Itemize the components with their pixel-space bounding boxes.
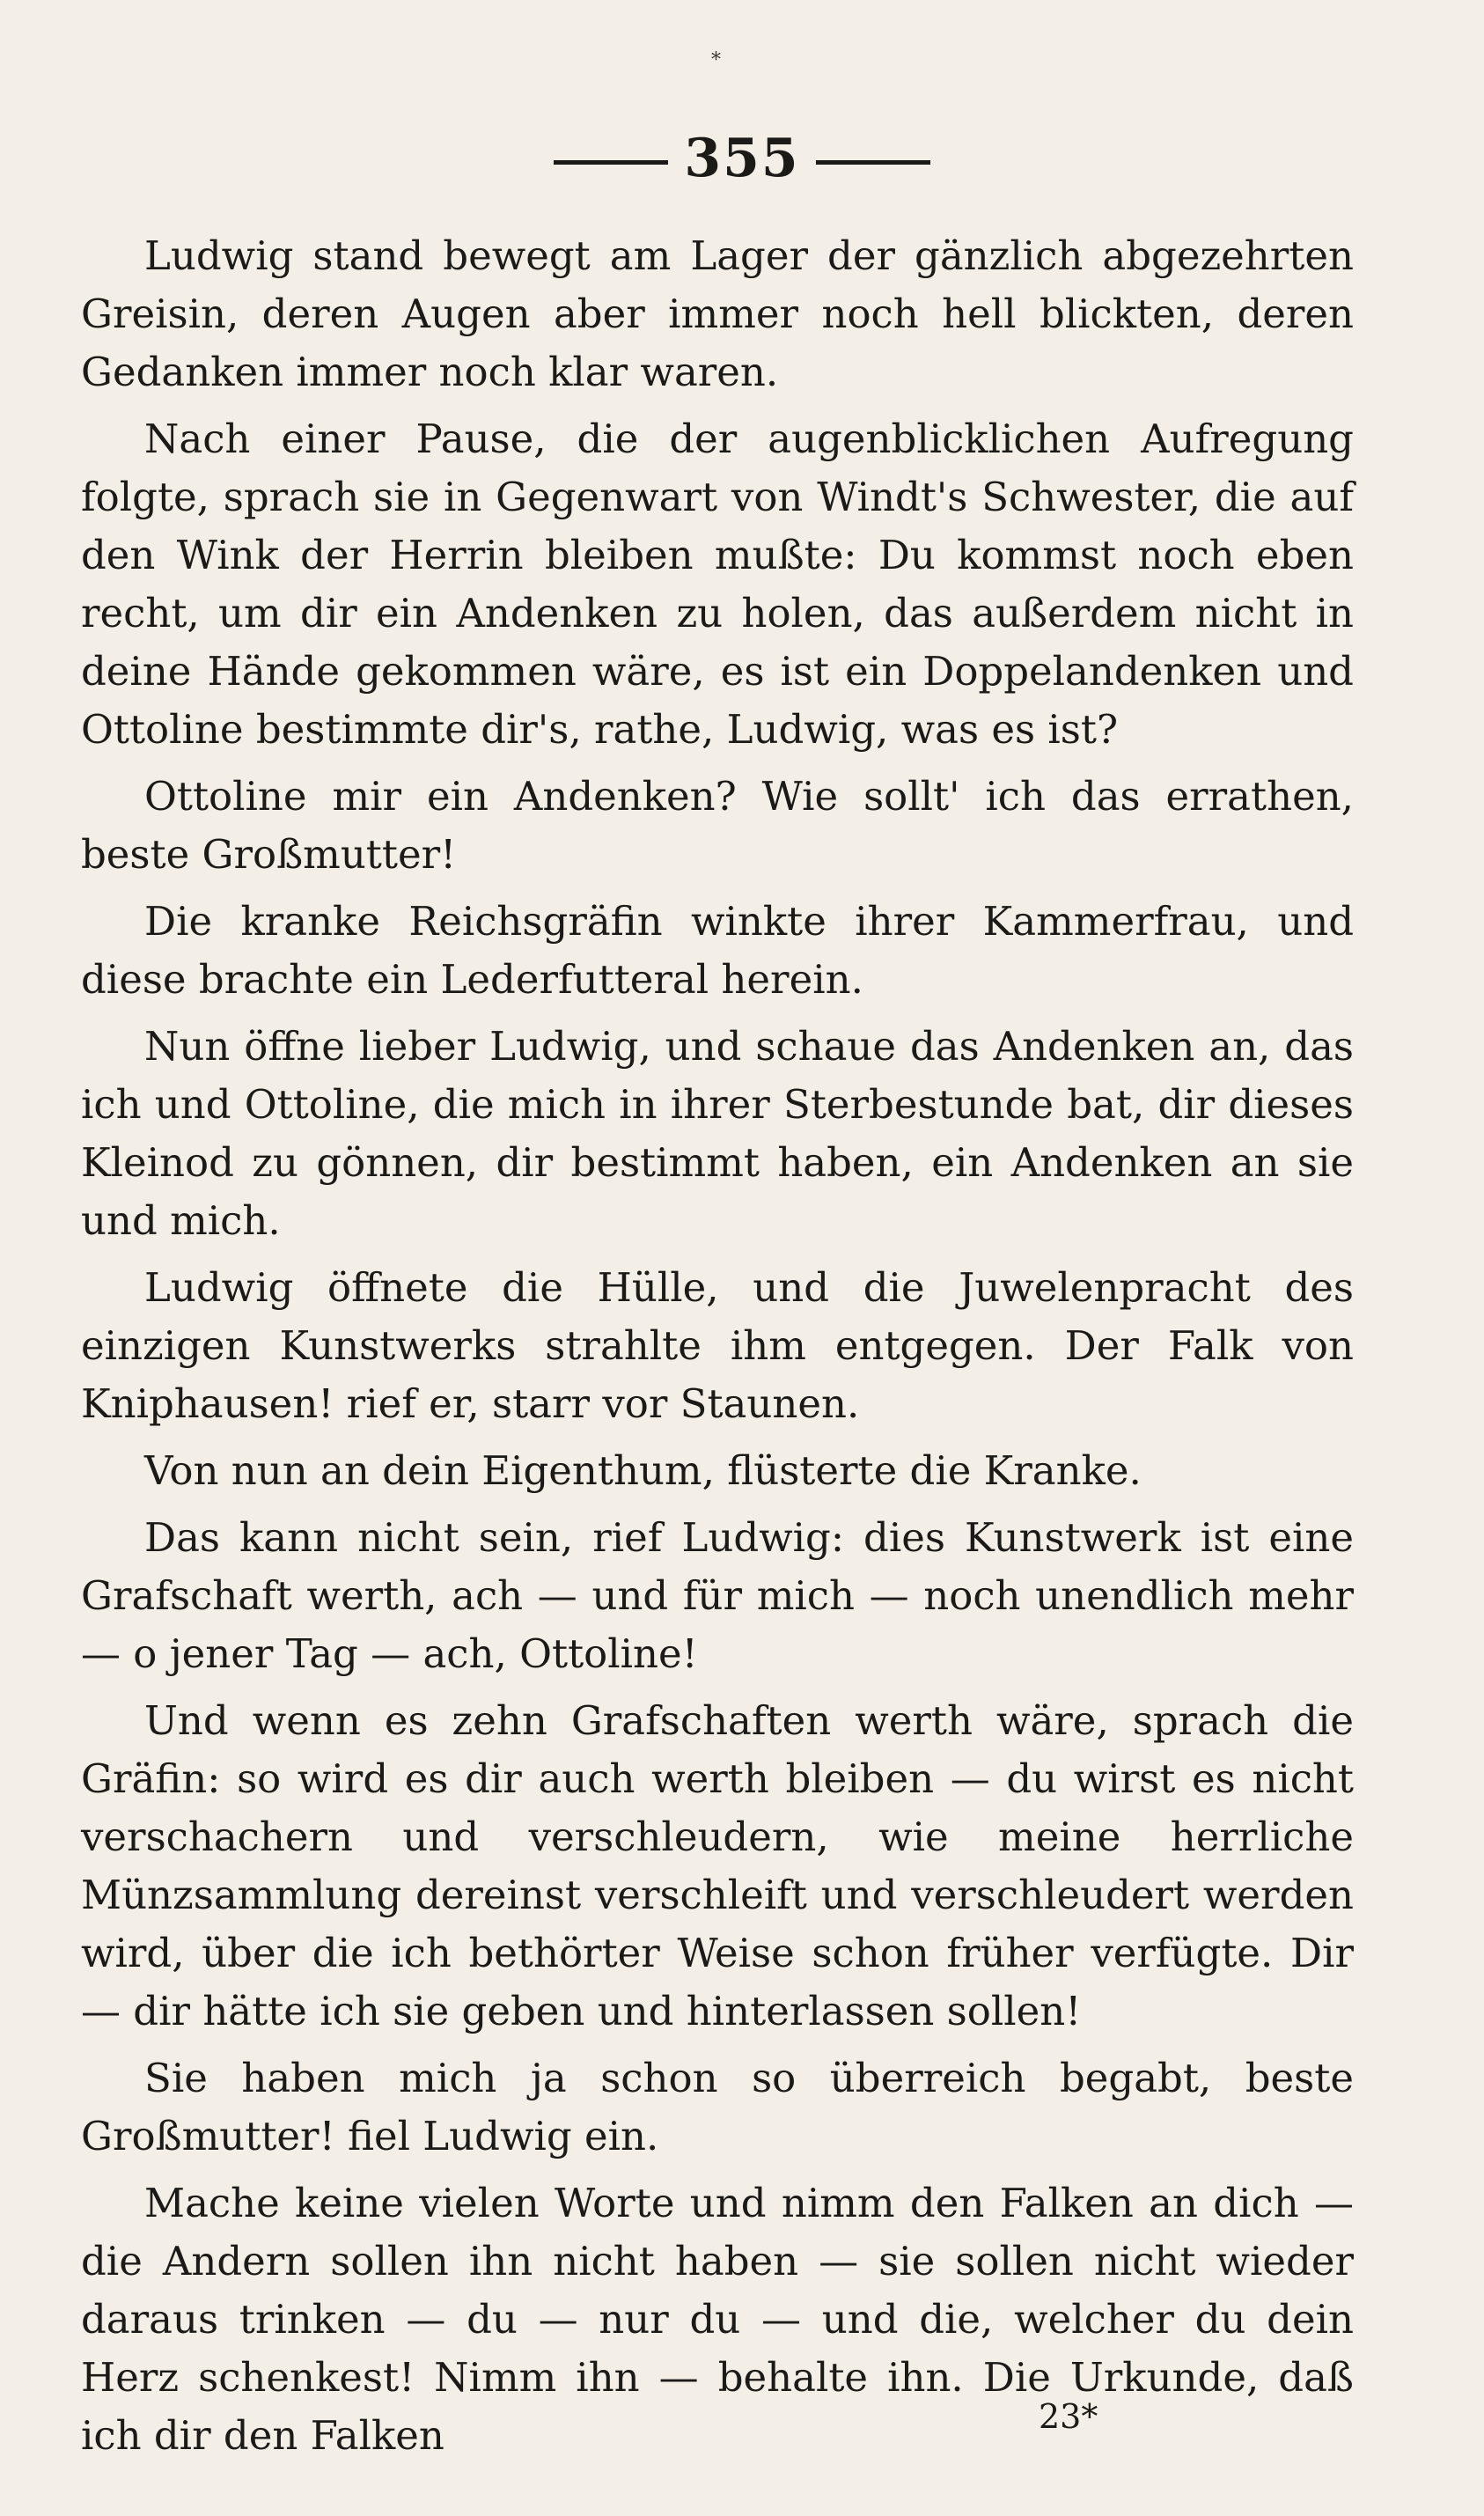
printer-signature: 23* (1039, 2397, 1098, 2436)
page-body (81, 227, 1354, 2474)
page-number: 355 (684, 128, 800, 189)
paragraph-1: Ludwig stand bewegt am Lager der gänzlich abgezehrten Greisin, deren Augen aber immer noch hell blickten, deren Gedanken immer noch klar waren. (81, 232, 1354, 395)
paragraph-2: Nach einer Pause, die der augenblicklichen Aufregung folgte, sprach sie in Gegenwart von Windt's Schwester, die auf den Wink der Herrin bleiben mußte: Du kommst noch eben recht, um dir ein Andenken zu holen, das außerdem nicht in deine Hände gekommen wäre, es ist ein Doppelandenken und Ottoline bestimmte dir's, rathe, Ludwig, was es ist? (81, 416, 1354, 753)
page-header (0, 123, 1484, 194)
header-rule-left (554, 160, 668, 165)
header-rule-right (816, 160, 930, 165)
paragraph-3: Ottoline mir ein Andenken? Wie sollt' ich das errathen, beste Großmutter! (81, 773, 1354, 878)
paragraph-10: Sie haben mich ja schon so überreich begabt, beste Großmutter! fiel Ludwig ein. (81, 2055, 1354, 2159)
paragraph-8: Das kann nicht sein, rief Ludwig: dies Kunstwerk ist eine Grafschaft werth, ach — und für mich — noch unendlich mehr — o jener Tag — ach, Ottoline! (81, 1514, 1354, 1677)
paragraph-9: Und wenn es zehn Grafschaften werth wäre, sprach die Gräfin: so wird es dir auch werth bleiben — du wirst es nicht verschachern und verschleudern, wie meine herrliche Münzsammlung dereinst verschleift und verschleudert werden wird, über die ich bethörter Weise schon früher verfügte. Dir — dir hätte ich sie geben und hinterlassen sollen! (81, 1697, 1354, 2034)
page-mark: * (711, 49, 721, 71)
paragraph-4: Die kranke Reichsgräfin winkte ihrer Kammerfrau, und diese brachte ein Lederfutteral herein. (81, 898, 1354, 1003)
paragraph-11: Mache keine vielen Worte und nimm den Falken an dich — die Andern sollen ihn nicht haben — sie sollen nicht wieder daraus trinken — du — nur du — und die, welcher du dein Herz schenkest! Nimm ihn — behalte ihn. Die Urkunde, daß ich dir den Falken (81, 2180, 1354, 2459)
paragraph-7: Von nun an dein Eigenthum, flüsterte die Kranke. (144, 1447, 1142, 1494)
paragraph-6: Ludwig öffnete die Hülle, und die Juwelenpracht des einzigen Kunstwerks strahlte ihm entgegen. Der Falk von Kniphausen! rief er, starr vor Staunen. (81, 1264, 1354, 1427)
paragraph-5: Nun öffne lieber Ludwig, und schaue das Andenken an, das ich und Ottoline, die mich in ihrer Sterbestunde bat, dir dieses Kleinod zu gönnen, dir bestimmt haben, ein Andenken an sie und mich. (81, 1023, 1354, 1244)
